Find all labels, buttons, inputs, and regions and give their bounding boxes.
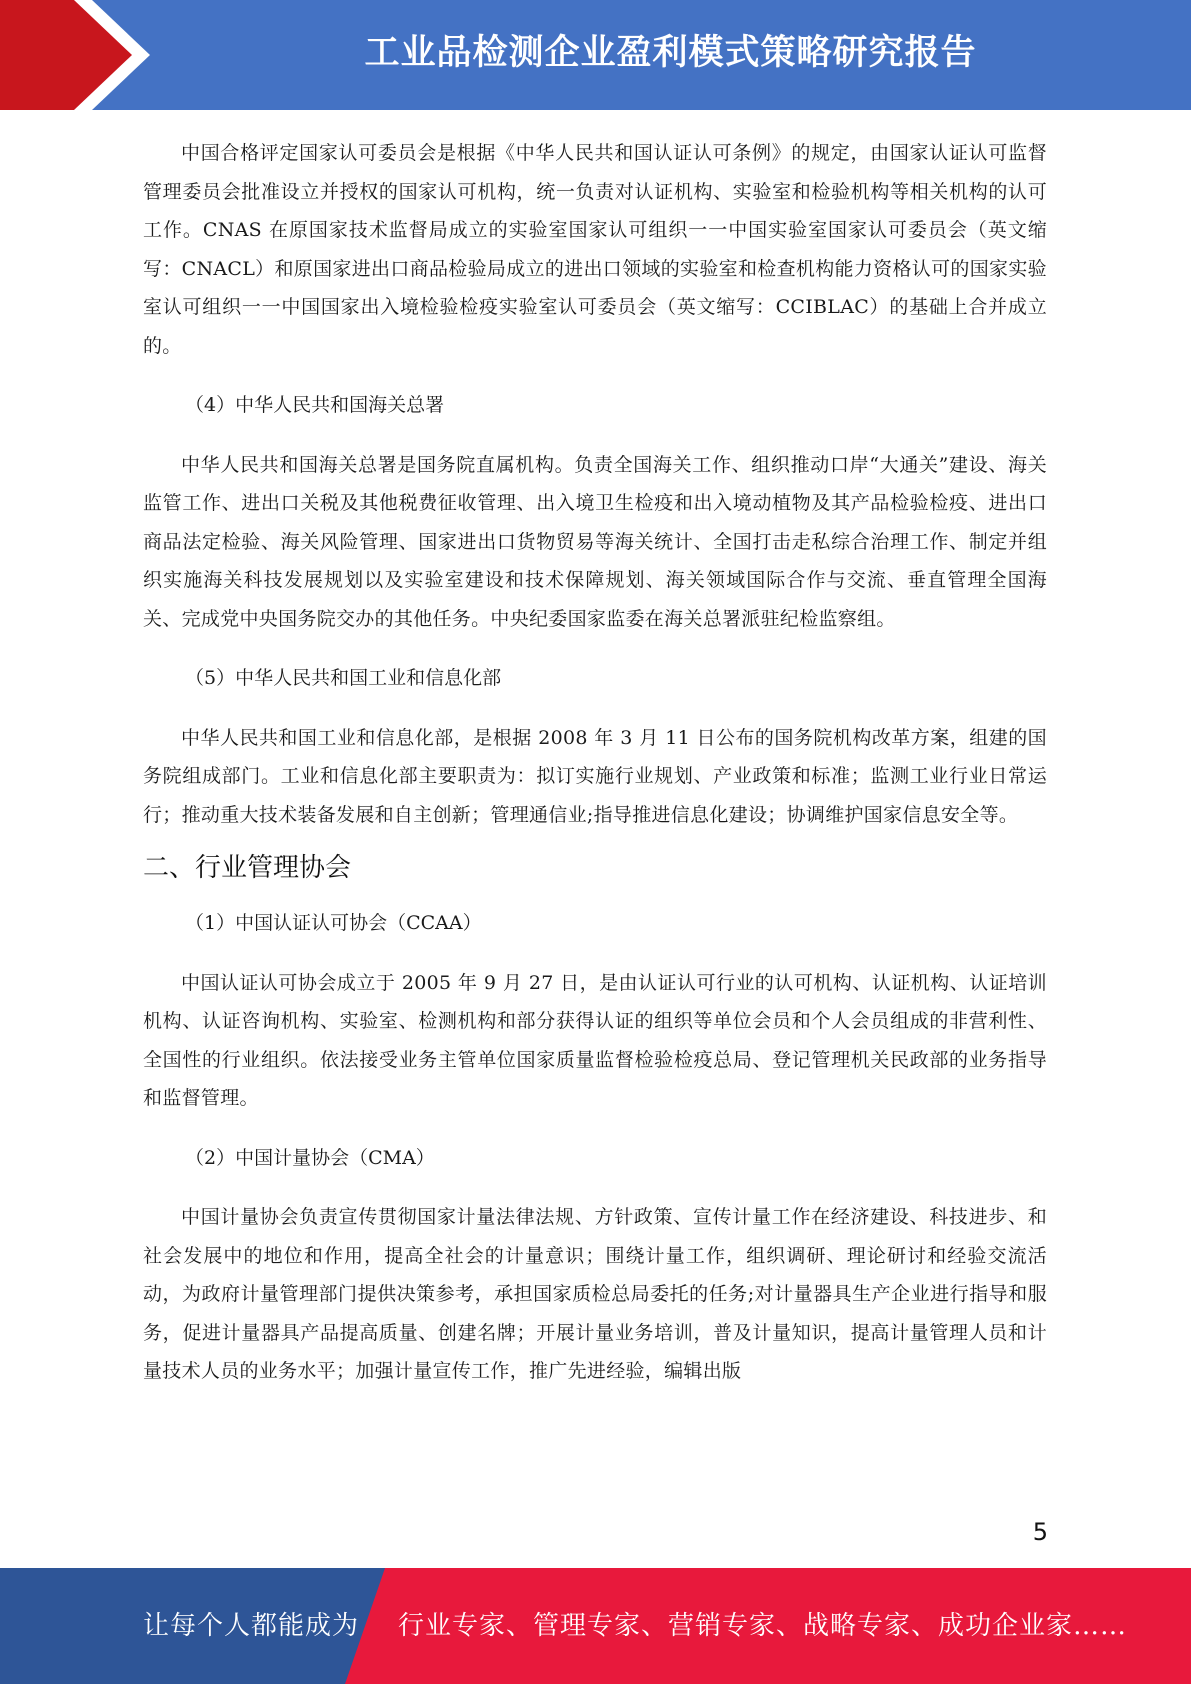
section-heading: 二、行业管理协会 <box>143 853 352 883</box>
paragraph-cnas: 中国合格评定国家认可委员会是根据《中华人民共和国认证认可条例》的规定，由国家认证认可监督管理委员会批准设立并授权的国家认可机构，统一负责对认证机构、实验室和检验机构等相关机构的认可工作。CNAS 在原国家技术监督局成立的实验室国家认可组织一一中国实验室国家认可委员会（英文缩写：CNACL）和原国家进出口商品检验局成立的进出口领域的实验室和检查机构能力资格认可的国家实验室认可组织一一中国国家出入境检验检疫实验室认可委员会（英文缩写：CCIBLAC）的基础上合并成立的。 <box>143 142 1047 357</box>
report-title: 工业品检测企业盈利模式策略研究报告 <box>364 33 977 73</box>
paragraph-customs: 中华人民共和国海关总署是国务院直属机构。负责全国海关工作、组织推动口岸“大通关”建设、海关监管工作、进出口关税及其他税费征收管理、出入境卫生检疫和出入境动植物及其产品检验检疫、进出口商品法定检验、海关风险管理、国家进出口货物贸易等海关统计、全国打击走私综合治理工作、制定并组织实施海关科技发展规划以及实验室建设和技术保障规划、海关领域国际合作与交流、垂直管理全国海关、完成党中央国务院交办的其他任务。中央纪委国家监委在海关总署派驻纪检监察组。 <box>143 453 1047 630</box>
footer-slogan-left: 让每个人都能成为 <box>143 1611 360 1641</box>
paragraph-cma: 中国计量协会负责宣传贯彻国家计量法律法规、方针政策、宣传计量工作在经济建设、科技进步、和社会发展中的地位和作用，提高全社会的计量意识；围绕计量工作，组织调研、理论研讨和经验交流活动，为政府计量管理部门提供决策参考，承担国家质检总局委托的任务;对计量器具生产企业进行指导和服务，促进计量器具产品提高质量、创建名牌；开展计量业务培训，普及计量知识，提高计量管理人员和计量技术人员的业务水平；加强计量宣传工作，推广先进经验，编辑出版 <box>143 1206 1047 1382</box>
header-chevron-arrow <box>0 0 132 110</box>
subheading-customs: （4）中华人民共和国海关总署 <box>185 394 445 416</box>
footer-slogan-right: 行业专家、管理专家、营销专家、战略专家、成功企业家…… <box>398 1611 1128 1641</box>
page-number: 5 <box>1032 1518 1048 1546</box>
subheading-cma: （2）中国计量协会（CMA） <box>185 1146 435 1169</box>
page-header <box>0 0 1191 110</box>
paragraph-ccaa: 中国认证认可协会成立于 2005 年 9 月 27 日，是由认证认可行业的认可机构、认证机构、认证培训机构、认证咨询机构、实验室、检测机构和部分获得认证的组织等单位会员和个人会员组成的非营利性、全国性的行业组织。依法接受业务主管单位国家质量监督检验检疫总局、登记管理机关民政部的业务指导和监督管理。 <box>143 971 1047 1109</box>
document-body <box>143 134 1047 1391</box>
subheading-ccaa: （1）中国认证认可协会（CCAA） <box>185 912 482 934</box>
paragraph-miit: 中华人民共和国工业和信息化部，是根据 2008 年 3 月 11 日公布的国务院机构改革方案，组建的国务院组成部门。工业和信息化部主要职责为：拟订实施行业规划、产业政策和标准；监测工业行业日常运行；推动重大技术装备发展和自主创新；管理通信业;指导推进信息化建设；协调维护国家信息安全等。 <box>143 726 1047 826</box>
page-footer <box>0 1568 1191 1684</box>
subheading-miit: （5）中华人民共和国工业和信息化部 <box>185 667 502 689</box>
